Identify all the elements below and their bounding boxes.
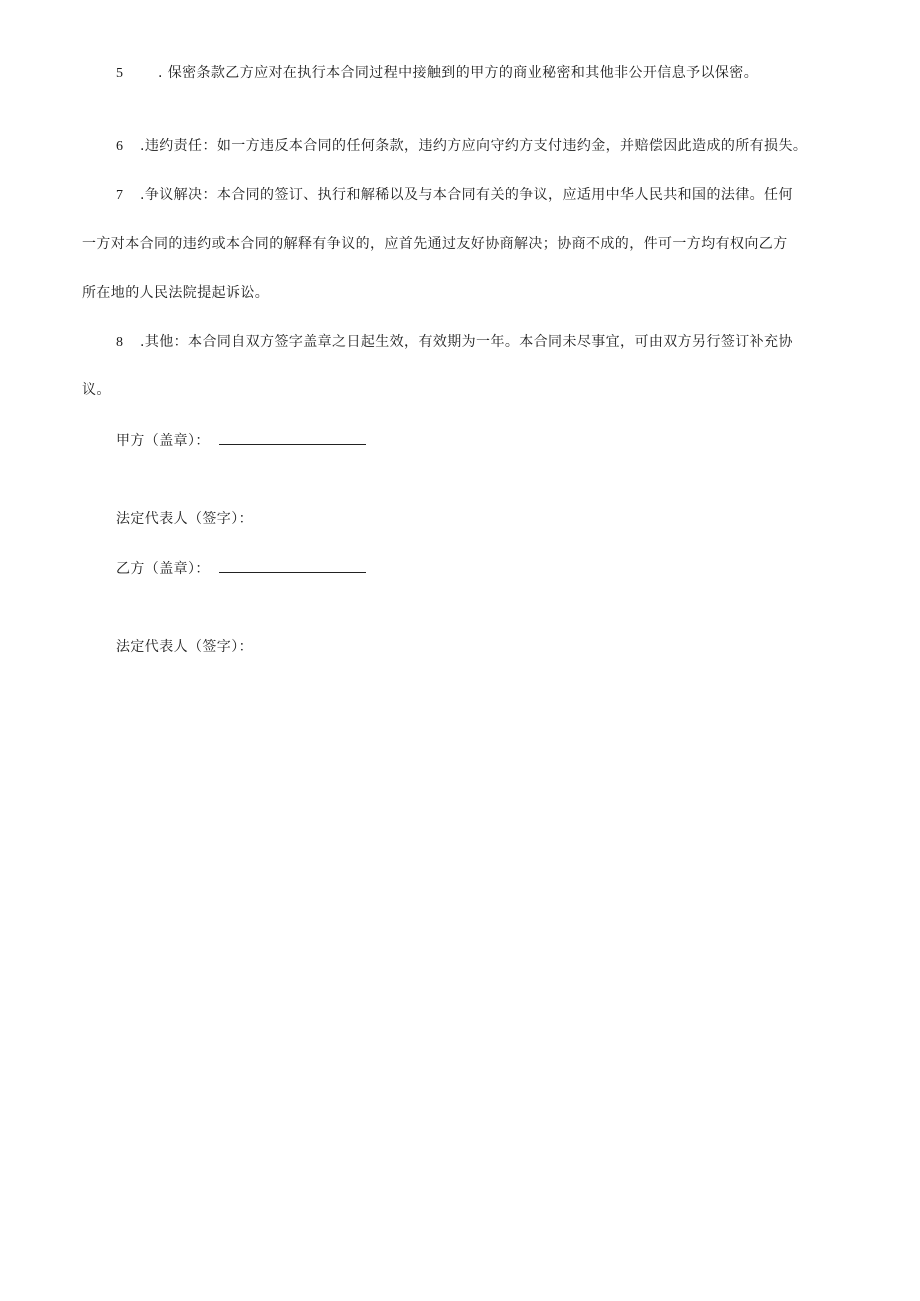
party-a-seal-blank[interactable] — [219, 430, 366, 445]
clause-8-line-1 — [116, 332, 793, 353]
party-b-seal-label: 乙方（盖章）： — [116, 561, 210, 577]
clause-8-number: 8 — [116, 335, 124, 350]
clause-7-text-1: .争议解决：本合同的签订、执行和解稀以及与本合同有关的争议，应适用中华人民共和国的法律。任何 — [140, 187, 793, 203]
clause-7-line-2: 一方对本合同的违约或本合同的解释有争议的，应首先通过友好协商解决；协商不成的，件可一方均有权向乙方 — [82, 236, 788, 252]
clause-5-number: 5 — [116, 66, 124, 81]
clause-5-text: . 保密条款乙方应对在执行本合同过程中接触到的甲方的商业秘密和其他非公开信息予以保密。 — [158, 65, 759, 81]
party-b-representative-label: 法定代表人（签字）： — [116, 639, 253, 655]
party-a-representative-label: 法定代表人（签字）： — [116, 511, 253, 527]
party-b-seal-blank[interactable] — [219, 558, 366, 573]
clause-7-number: 7 — [116, 188, 124, 203]
party-a-seal-row — [116, 430, 366, 451]
clause-5 — [116, 63, 758, 84]
clause-8-text-1: .其他：本合同自双方签字盖章之日起生效，有效期为一年。本合同未尽事宜，可由双方另行签订补充协 — [140, 334, 793, 350]
clause-7-line-3: 所在地的人民法院提起诉讼。 — [82, 285, 270, 301]
party-b-seal-row — [116, 558, 366, 579]
clause-7-line-1 — [116, 185, 793, 206]
clause-6-number: 6 — [116, 139, 124, 154]
party-a-seal-label: 甲方（盖章）： — [116, 433, 210, 449]
clause-6-text: .违约责任：如一方违反本合同的任何条款，违约方应向守约方支付违约金，并赔偿因此造成的所有损失。 — [140, 138, 808, 154]
clause-8-line-2: 议。 — [82, 382, 111, 398]
clause-6 — [116, 136, 807, 157]
